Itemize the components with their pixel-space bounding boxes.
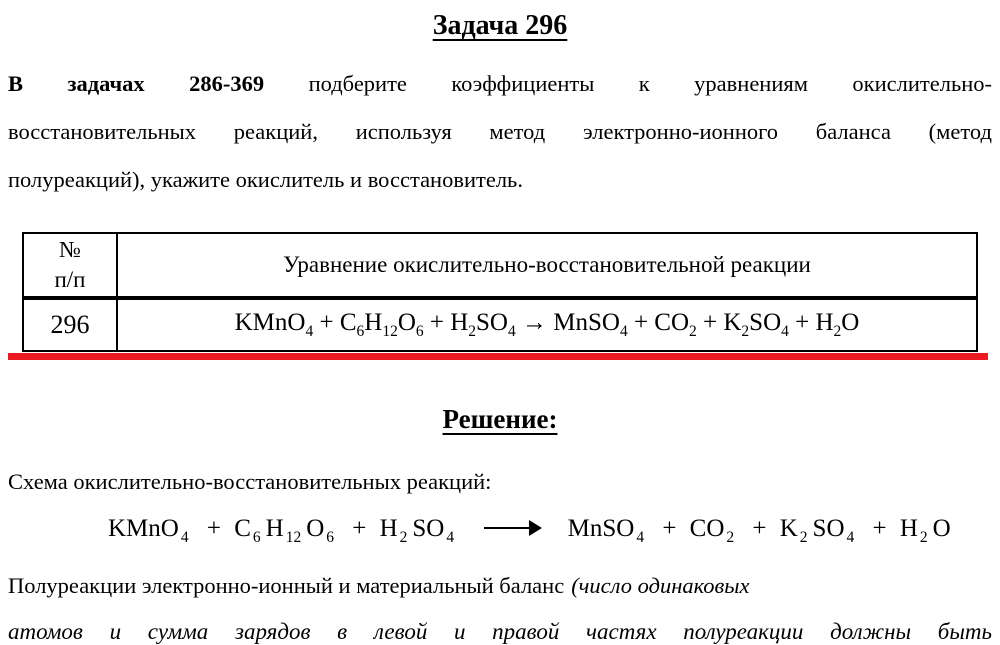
halfreactions-paragraph: [8, 573, 992, 599]
intro-line-2-text: восстановительных реакций, используя метод электронно-ионного баланса (метод: [8, 119, 992, 144]
intro-bold-lead: В задачах 286-369: [8, 71, 265, 96]
scheme-equation: KMnO $_4$ + C $_6$ H $_{12}$ O $_6$ + H $_2$ SO $_4$ MnSO $_4$ + CO $_2$ + K $_2$ SO $_4$ + H $_2$ O: [108, 515, 951, 546]
header-number-sign: №: [59, 237, 81, 262]
header-cell-number: [23, 233, 117, 298]
halfreactions-regular-text: Полуреакции электронно-ионный и материальный баланс: [8, 573, 565, 598]
header-number-label: п/п: [54, 267, 86, 292]
row-number-cell: 296: [23, 298, 117, 351]
page-title: [0, 10, 1000, 42]
solution-heading: [0, 404, 1000, 435]
long-right-arrow-icon: [484, 518, 542, 538]
intro-line-3-text: полуреакций), укажите окислитель и восстановитель.: [8, 167, 523, 192]
red-highlight-underline: [8, 353, 988, 360]
row-equation-cell: KMnO$_4$ + $C_6H_{12}O_6 + H_2SO_4$ → MnSO$_4$ + $CO_2 + K_2SO_4 + H_2O$: [117, 298, 977, 351]
intro-line-1: [8, 60, 992, 108]
document-page: [0, 10, 1000, 644]
page-title-text: Задача 296: [432, 10, 568, 41]
task-table: [22, 232, 978, 352]
table-row: [23, 298, 977, 351]
halfreactions-continued-line: атомов и сумма зарядов в левой и правой частях полуреакции должны быть: [8, 619, 992, 644]
intro-line-3: [8, 156, 992, 204]
scheme-label: Схема окислительно-восстановительных реакций:: [8, 469, 492, 494]
intro-line-2: [8, 108, 992, 156]
halfreactions-italic-text: (число одинаковых: [571, 573, 750, 598]
header-cell-equation: Уравнение окислительно-восстановительной реакции: [117, 233, 977, 298]
table-header-row: [23, 233, 977, 298]
intro-paragraph: [8, 60, 992, 204]
intro-line-1-text: подберите коэффициенты к уравнениям окислительно-: [308, 71, 992, 96]
solution-heading-text: Решение:: [442, 404, 558, 434]
